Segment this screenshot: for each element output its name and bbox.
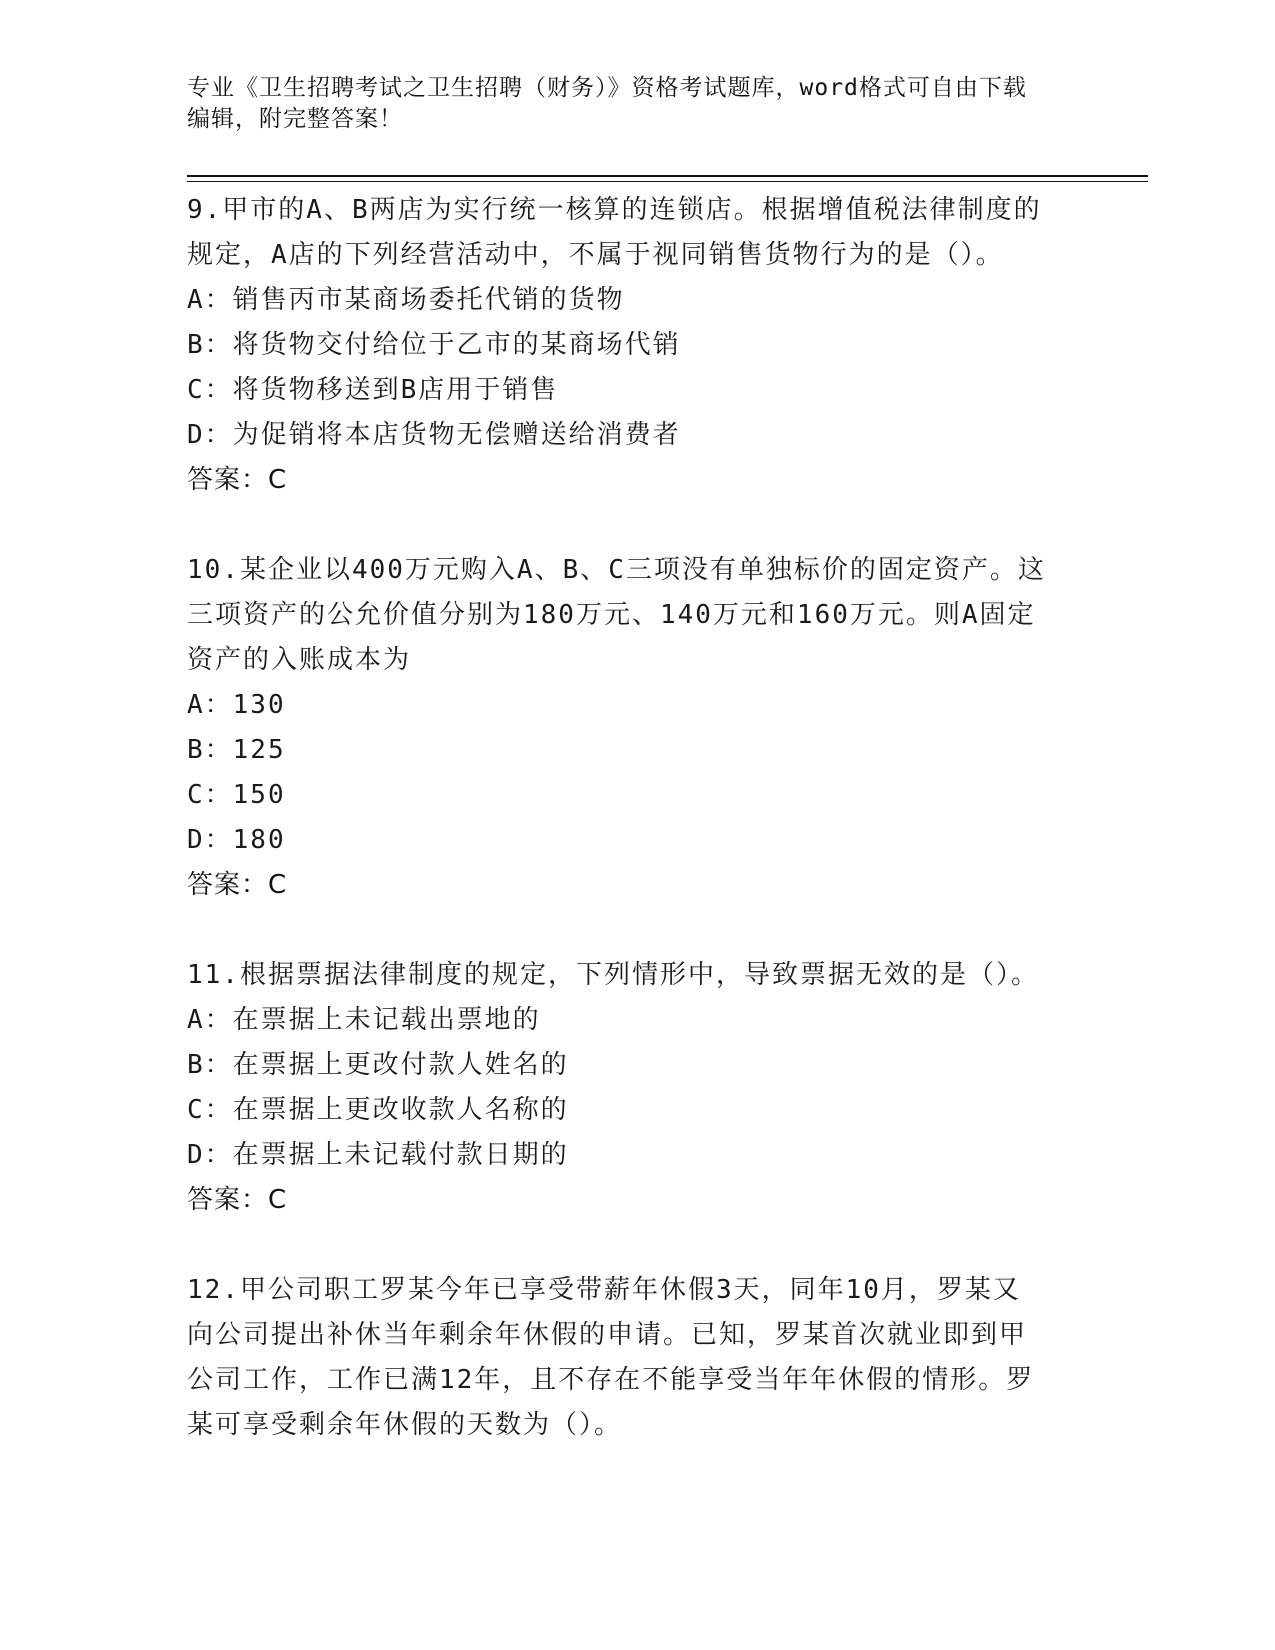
answer: 答案：C bbox=[187, 465, 288, 495]
question-line: 9.甲市的A、B两店为实行统一核算的连锁店。根据增值税法律制度的 bbox=[187, 195, 1042, 225]
answer: 答案：C bbox=[187, 870, 288, 900]
question-line: 10.某企业以400万元购入A、B、C三项没有单独标价的固定资产。这 bbox=[187, 555, 1046, 585]
question-line: 某可享受剩余年休假的天数为（）。 bbox=[187, 1410, 623, 1440]
option-d: D：在票据上未记载付款日期的 bbox=[187, 1140, 569, 1170]
option-d: D：180 bbox=[187, 825, 286, 855]
option-b: B：125 bbox=[187, 735, 286, 765]
option-c: C：在票据上更改收款人名称的 bbox=[187, 1095, 569, 1125]
question-line: 12.甲公司职工罗某今年已享受带薪年休假3天，同年10月，罗某又 bbox=[187, 1275, 1021, 1305]
question-line: 11.根据票据法律制度的规定，下列情形中，导致票据无效的是（）。 bbox=[187, 960, 1039, 990]
answer: 答案：C bbox=[187, 1185, 288, 1215]
question-text bbox=[187, 188, 1087, 278]
document-header bbox=[187, 73, 1087, 135]
question-11 bbox=[187, 953, 1087, 1223]
question-line: 向公司提出补休当年剩余年休假的申请。已知，罗某首次就业即到甲 bbox=[187, 1320, 1028, 1350]
question-list bbox=[187, 188, 1087, 1493]
option-d: D：为促销将本店货物无偿赠送给消费者 bbox=[187, 420, 681, 450]
option-a: A：销售丙市某商场委托代销的货物 bbox=[187, 285, 625, 315]
question-text bbox=[187, 548, 1087, 683]
header-line-2: 编辑，附完整答案！ bbox=[187, 106, 403, 132]
header-line-1: 专业《卫生招聘考试之卫生招聘（财务）》资格考试题库，word格式可自由下载 bbox=[187, 75, 1027, 101]
option-c: C：将货物移送到B店用于销售 bbox=[187, 375, 559, 405]
question-9 bbox=[187, 188, 1087, 503]
option-b: B：在票据上更改付款人姓名的 bbox=[187, 1050, 569, 1080]
header-rule-thin bbox=[187, 181, 1148, 182]
question-text bbox=[187, 1268, 1087, 1448]
header-rule-thick bbox=[187, 175, 1148, 177]
question-line: 资产的入账成本为 bbox=[187, 645, 412, 675]
option-a: A：130 bbox=[187, 690, 286, 720]
question-line: 公司工作，工作已满12年，且不存在不能享受当年年休假的情形。罗 bbox=[187, 1365, 1035, 1395]
question-text bbox=[187, 953, 1087, 998]
question-line: 三项资产的公允价值分别为180万元、140万元和160万元。则A固定 bbox=[187, 600, 1036, 630]
option-a: A：在票据上未记载出票地的 bbox=[187, 1005, 541, 1035]
question-12 bbox=[187, 1268, 1087, 1448]
option-c: C：150 bbox=[187, 780, 286, 810]
question-line: 规定，A店的下列经营活动中，不属于视同销售货物行为的是（）。 bbox=[187, 240, 1004, 270]
option-b: B：将货物交付给位于乙市的某商场代销 bbox=[187, 330, 681, 360]
question-10 bbox=[187, 548, 1087, 908]
